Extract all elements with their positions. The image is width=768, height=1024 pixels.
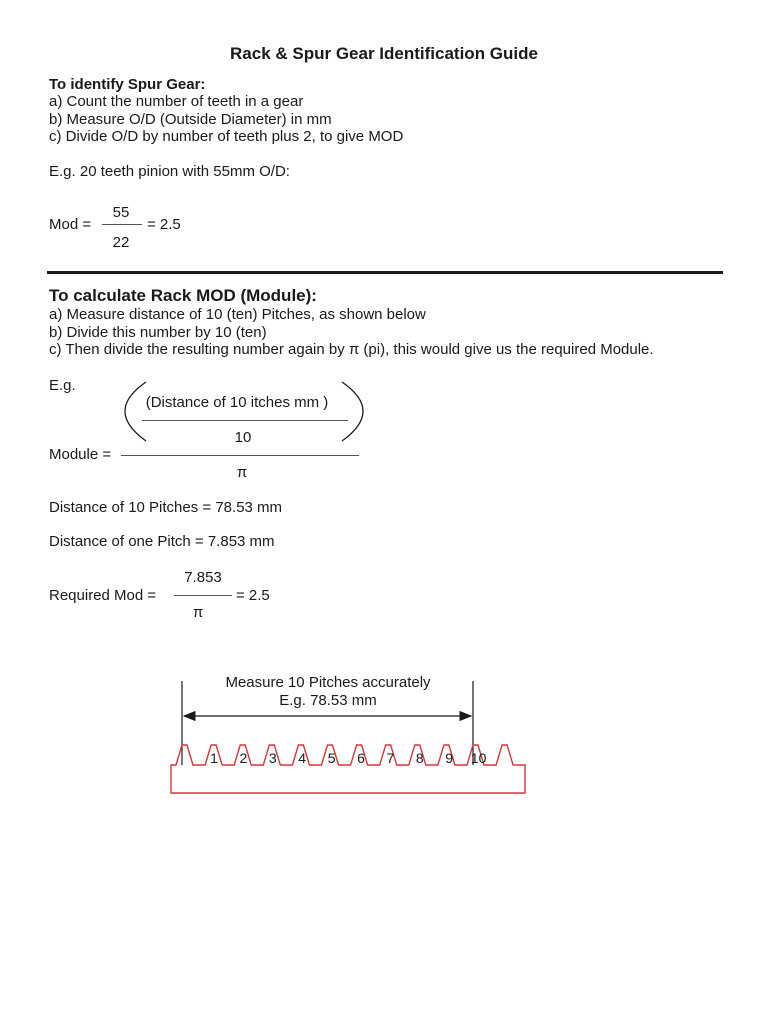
spur-step-c: c) Divide O/D by number of teeth plus 2, to give MOD [49,128,404,145]
diagram-caption-line1: Measure 10 Pitches accurately [225,674,431,691]
module-label: Module = [49,446,112,463]
required-mod-result: = 2.5 [236,587,270,604]
rack-eg: E.g. [49,377,76,394]
required-mod-label: Required Mod = [49,587,157,604]
module-inner-denominator: 10 [234,429,252,446]
distance-ten-pitches: Distance of 10 Pitches = 78.53 mm [49,499,283,516]
module-denominator: π [236,464,248,481]
distance-one-pitch: Distance of one Pitch = 7.853 mm [49,533,275,550]
tooth-number-label: 8 [415,750,424,766]
tooth-number-label: 3 [268,750,277,766]
mod-label: Mod = [49,216,92,233]
spur-heading: To identify Spur Gear: [49,76,206,93]
tooth-number-label: 10 [470,750,487,766]
diagram-caption-line2: E.g. 78.53 mm [279,692,377,709]
spur-step-b: b) Measure O/D (Outside Diameter) in mm [49,111,332,128]
required-mod-numerator: 7.853 [184,569,222,586]
rack-step-b: b) Divide this number by 10 (ten) [49,324,267,341]
tooth-number-label: 2 [239,750,248,766]
mod-result: = 2.5 [147,216,181,233]
page-title: Rack & Spur Gear Identification Guide [230,44,538,63]
mod-numerator: 55 [112,204,130,221]
rack-step-a: a) Measure distance of 10 (ten) Pitches, as shown below [49,306,426,323]
required-mod-denominator: π [192,604,204,621]
mod-denominator: 22 [112,234,130,251]
spur-step-a: a) Count the number of teeth in a gear [49,93,304,110]
tooth-number-label: 1 [210,750,218,766]
rack-step-c: c) Then divide the resulting number again by π (pi), this would give us the required Module. [49,341,654,358]
tooth-number-label: 6 [357,750,365,766]
module-inner-numerator: (Distance of 10 itches mm ) [145,394,329,411]
rack-heading: To calculate Rack MOD (Module): [49,286,317,305]
tooth-number-label: 5 [327,750,336,766]
tooth-number-label: 7 [386,750,395,766]
spur-example: E.g. 20 teeth pinion with 55mm O/D: [49,163,290,180]
tooth-number-label: 4 [298,750,307,766]
tooth-number-label: 9 [445,750,454,766]
